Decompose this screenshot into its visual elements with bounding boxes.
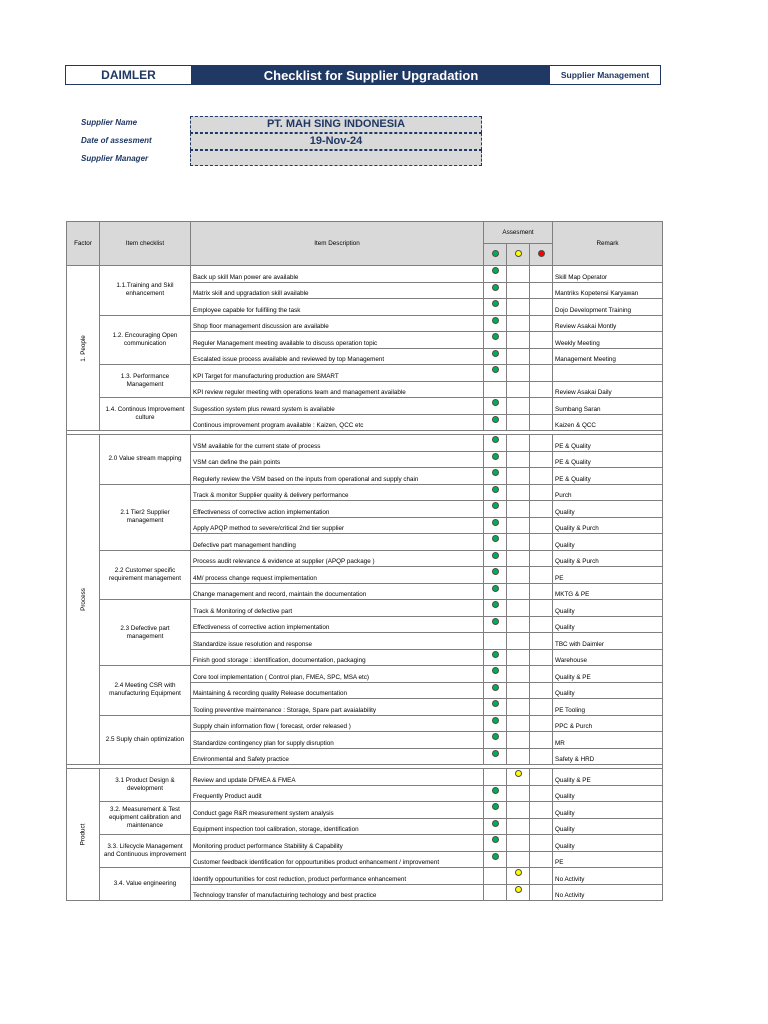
remark-cell: Quality & Purch bbox=[553, 550, 663, 567]
remark-cell: Quality & Purch bbox=[553, 517, 663, 534]
assessment-red-cell[interactable] bbox=[530, 748, 553, 765]
remark-cell: Purch bbox=[553, 484, 663, 501]
remark-cell: Quality bbox=[553, 682, 663, 699]
item-description-cell: Monitoring product performance Stabiliity & Capability bbox=[191, 835, 484, 852]
assessment-green-cell[interactable] bbox=[484, 567, 507, 584]
assessment-yellow-cell[interactable] bbox=[507, 666, 530, 683]
assessment-yellow-cell[interactable] bbox=[507, 451, 530, 468]
remark-cell: Quality & PE bbox=[553, 769, 663, 786]
remark-cell: Sumbang Saran bbox=[553, 398, 663, 415]
assessment-red-cell[interactable] bbox=[530, 818, 553, 835]
green-status-icon bbox=[492, 601, 499, 608]
assessment-red-cell[interactable] bbox=[530, 802, 553, 819]
assessment-red-cell[interactable] bbox=[530, 785, 553, 802]
item-description-cell: KPI Target for manufacturing production are SMART bbox=[191, 365, 484, 382]
legend-yellow bbox=[507, 244, 530, 266]
remark-cell: Kaizen & QCC bbox=[553, 414, 663, 431]
item-description-cell: VSM can define the pain points bbox=[191, 451, 484, 468]
green-status-icon bbox=[492, 853, 499, 860]
yellow-status-icon bbox=[515, 250, 522, 257]
remark-cell: Weekly Meeting bbox=[553, 332, 663, 349]
table-row bbox=[67, 769, 663, 786]
table-row bbox=[67, 802, 663, 819]
legend-red bbox=[530, 244, 553, 266]
green-status-icon bbox=[492, 684, 499, 691]
legend-green bbox=[484, 244, 507, 266]
factor-cell bbox=[67, 266, 100, 431]
table-row bbox=[67, 600, 663, 617]
remark-cell: Safety & HRD bbox=[553, 748, 663, 765]
green-status-icon bbox=[492, 787, 499, 794]
assessment-red-cell[interactable] bbox=[530, 332, 553, 349]
remark-cell: No Activity bbox=[553, 868, 663, 885]
remark-cell: Quality bbox=[553, 818, 663, 835]
green-status-icon bbox=[492, 820, 499, 827]
assessment-yellow-cell[interactable] bbox=[507, 567, 530, 584]
item-checklist-cell: 1.1.Training and Skil enhancement bbox=[100, 266, 191, 316]
assessment-green-cell[interactable] bbox=[484, 682, 507, 699]
assessment-green-cell[interactable] bbox=[484, 884, 507, 901]
assessment-green-cell[interactable] bbox=[484, 851, 507, 868]
assessment-yellow-cell[interactable] bbox=[507, 868, 530, 885]
green-status-icon bbox=[492, 469, 499, 476]
item-checklist-cell: 3.1 Product Design & development bbox=[100, 769, 191, 802]
item-checklist-cell: 1.4. Continous Improvement culture bbox=[100, 398, 191, 431]
item-description-cell: Environmental and Safety practice bbox=[191, 748, 484, 765]
table-row bbox=[67, 835, 663, 852]
item-description-cell: Employee capable for fulifiling the task bbox=[191, 299, 484, 316]
green-status-icon bbox=[492, 436, 499, 443]
assessment-yellow-cell[interactable] bbox=[507, 649, 530, 666]
table-row bbox=[67, 266, 663, 283]
assessment-yellow-cell[interactable] bbox=[507, 600, 530, 617]
remark-cell: Quality bbox=[553, 785, 663, 802]
green-status-icon bbox=[492, 803, 499, 810]
item-description-cell: Supply chain information flow ( forecast, order released ) bbox=[191, 715, 484, 732]
item-description-cell: Track & monitor Supplier quality & delivery performance bbox=[191, 484, 484, 501]
yellow-status-icon bbox=[515, 869, 522, 876]
assessment-red-cell[interactable] bbox=[530, 381, 553, 398]
item-checklist-cell: 1.3. Performance Management bbox=[100, 365, 191, 398]
remark-cell: PE bbox=[553, 851, 663, 868]
assessment-green-cell[interactable] bbox=[484, 451, 507, 468]
assessment-yellow-cell[interactable] bbox=[507, 348, 530, 365]
assessment-red-cell[interactable] bbox=[530, 884, 553, 901]
assessment-yellow-cell[interactable] bbox=[507, 616, 530, 633]
green-status-icon bbox=[492, 651, 499, 658]
item-description-cell: Equipment inspection tool calibration, storage, identification bbox=[191, 818, 484, 835]
green-status-icon bbox=[492, 733, 499, 740]
green-status-icon bbox=[492, 453, 499, 460]
supplier-name-field[interactable]: PT. MAH SING INDONESIA bbox=[190, 116, 482, 133]
item-description-cell: Defective part management handling bbox=[191, 534, 484, 551]
item-description-cell: Back up skill Man power are available bbox=[191, 266, 484, 283]
assessment-red-cell[interactable] bbox=[530, 484, 553, 501]
assessment-yellow-cell[interactable] bbox=[507, 583, 530, 600]
item-description-cell: Continous improvement program available : Kaizen, QCC etc bbox=[191, 414, 484, 431]
assessment-green-cell[interactable] bbox=[484, 484, 507, 501]
assessment-yellow-cell[interactable] bbox=[507, 435, 530, 452]
assessment-green-cell[interactable] bbox=[484, 365, 507, 382]
remark-cell: No Activity bbox=[553, 884, 663, 901]
assessment-yellow-cell[interactable] bbox=[507, 699, 530, 716]
assessment-red-cell[interactable] bbox=[530, 649, 553, 666]
item-checklist-cell: 3.4. Value engineering bbox=[100, 868, 191, 901]
item-checklist-cell: 2.4 Meeting CSR with manufacturing Equipment bbox=[100, 666, 191, 716]
item-checklist-cell: 2.5 Suply chain optimization bbox=[100, 715, 191, 765]
assessment-yellow-cell[interactable] bbox=[507, 715, 530, 732]
assessment-green-cell[interactable] bbox=[484, 468, 507, 485]
yellow-status-icon bbox=[515, 770, 522, 777]
assessment-red-cell[interactable] bbox=[530, 835, 553, 852]
item-checklist-cell: 2.3 Defective part management bbox=[100, 600, 191, 666]
green-status-icon bbox=[492, 366, 499, 373]
item-description-cell: Technology transfer of manufactuiring techology and best practice bbox=[191, 884, 484, 901]
item-description-cell: Change management and record, maintain the documentation bbox=[191, 583, 484, 600]
item-description-cell: Tooling preventive maintenance : Storage, Spare part avaialability bbox=[191, 699, 484, 716]
assessment-red-cell[interactable] bbox=[530, 315, 553, 332]
assessment-yellow-cell[interactable] bbox=[507, 484, 530, 501]
item-description-cell: Maintaining & recording quality Release documentation bbox=[191, 682, 484, 699]
remark-cell: Quality bbox=[553, 534, 663, 551]
assessment-green-cell[interactable] bbox=[484, 649, 507, 666]
remark-cell: MKTG & PE bbox=[553, 583, 663, 600]
assessment-yellow-cell[interactable] bbox=[507, 414, 530, 431]
green-status-icon bbox=[492, 519, 499, 526]
item-description-cell: KPI review reguler meeting with operations team and management available bbox=[191, 381, 484, 398]
assessment-green-cell[interactable] bbox=[484, 315, 507, 332]
green-status-icon bbox=[492, 250, 499, 257]
assessment-yellow-cell[interactable] bbox=[507, 315, 530, 332]
remark-cell: Quality bbox=[553, 802, 663, 819]
item-description-cell: Customer feedback identification for oppourtunities product enhancement / improvement bbox=[191, 851, 484, 868]
assessment-red-cell[interactable] bbox=[530, 435, 553, 452]
yellow-status-icon bbox=[515, 886, 522, 893]
green-status-icon bbox=[492, 333, 499, 340]
assessment-green-cell[interactable] bbox=[484, 550, 507, 567]
header-item-description: Item Description bbox=[191, 222, 484, 266]
green-status-icon bbox=[492, 750, 499, 757]
remark-cell bbox=[553, 365, 663, 382]
supplier-manager-label: Supplier Manager bbox=[81, 154, 149, 163]
assessment-red-cell[interactable] bbox=[530, 414, 553, 431]
header-assessment: Assesment bbox=[484, 222, 553, 244]
assessment-yellow-cell[interactable] bbox=[507, 835, 530, 852]
item-checklist-cell: 2.0 Value stream mapping bbox=[100, 435, 191, 485]
remark-cell: Review Asakai Daily bbox=[553, 381, 663, 398]
item-description-cell: Core tool implementation ( Control plan, FMEA, SPC, MSA etc) bbox=[191, 666, 484, 683]
assessment-green-cell[interactable] bbox=[484, 583, 507, 600]
assessment-green-cell[interactable] bbox=[484, 348, 507, 365]
item-description-cell: Conduct gage R&R measurement system analysis bbox=[191, 802, 484, 819]
assessment-red-cell[interactable] bbox=[530, 534, 553, 551]
assessment-red-cell[interactable] bbox=[530, 583, 553, 600]
assessment-red-cell[interactable] bbox=[530, 550, 553, 567]
table-row bbox=[67, 550, 663, 567]
assessment-yellow-cell[interactable] bbox=[507, 332, 530, 349]
factor-label: 1. People bbox=[79, 334, 87, 362]
assessment-red-cell[interactable] bbox=[530, 282, 553, 299]
item-checklist-cell: 3.2. Measurement & Test equipment calibration and maintenance bbox=[100, 802, 191, 835]
assessment-green-cell[interactable] bbox=[484, 414, 507, 431]
table-row bbox=[67, 315, 663, 332]
item-description-cell: 4M/ process change request implementation bbox=[191, 567, 484, 584]
header-factor: Factor bbox=[67, 222, 100, 266]
assessment-green-cell[interactable] bbox=[484, 600, 507, 617]
item-checklist-cell: 2.2 Customer specific requirement management bbox=[100, 550, 191, 600]
assessment-green-cell[interactable] bbox=[484, 818, 507, 835]
brand-logo: DAIMLER bbox=[66, 66, 192, 84]
remark-cell: Review Asakai Montly bbox=[553, 315, 663, 332]
assessment-green-cell[interactable] bbox=[484, 868, 507, 885]
assessment-yellow-cell[interactable] bbox=[507, 802, 530, 819]
assessment-red-cell[interactable] bbox=[530, 682, 553, 699]
remark-cell: Mantriks Kopetensi Karyawan bbox=[553, 282, 663, 299]
assessment-red-cell[interactable] bbox=[530, 868, 553, 885]
assessment-red-cell[interactable] bbox=[530, 468, 553, 485]
item-description-cell: Standardize issue resolution and response bbox=[191, 633, 484, 650]
remark-cell: PE & Quality bbox=[553, 468, 663, 485]
assessment-yellow-cell[interactable] bbox=[507, 468, 530, 485]
assessment-green-cell[interactable] bbox=[484, 282, 507, 299]
assessment-green-cell[interactable] bbox=[484, 699, 507, 716]
green-status-icon bbox=[492, 552, 499, 559]
item-description-cell: VSM available for the current state of process bbox=[191, 435, 484, 452]
assessment-red-cell[interactable] bbox=[530, 451, 553, 468]
remark-cell: PE & Quality bbox=[553, 451, 663, 468]
remark-cell: Warehouse bbox=[553, 649, 663, 666]
assessment-red-cell[interactable] bbox=[530, 299, 553, 316]
assessment-date-label: Date of assesment bbox=[81, 136, 152, 145]
assessment-red-cell[interactable] bbox=[530, 365, 553, 382]
assessment-red-cell[interactable] bbox=[530, 567, 553, 584]
assessment-yellow-cell[interactable] bbox=[507, 851, 530, 868]
item-description-cell: Regulerly review the VSM based on the inputs from operational and supply chain bbox=[191, 468, 484, 485]
remark-cell: Quality bbox=[553, 600, 663, 617]
remark-cell: Quality bbox=[553, 835, 663, 852]
assessment-red-cell[interactable] bbox=[530, 517, 553, 534]
table-row bbox=[67, 715, 663, 732]
factor-cell bbox=[67, 769, 100, 901]
item-checklist-cell: 2.1 Tier2 Supplier management bbox=[100, 484, 191, 550]
assessment-red-cell[interactable] bbox=[530, 666, 553, 683]
assessment-yellow-cell[interactable] bbox=[507, 299, 530, 316]
assessment-green-cell[interactable] bbox=[484, 266, 507, 283]
item-checklist-cell: 3.3. Lifecycle Management and Continuous improvement bbox=[100, 835, 191, 868]
remark-cell: MR bbox=[553, 732, 663, 749]
assessment-yellow-cell[interactable] bbox=[507, 682, 530, 699]
item-description-cell: Frequently Product audit bbox=[191, 785, 484, 802]
remark-cell: Dojo Development Training bbox=[553, 299, 663, 316]
remark-cell: Quality bbox=[553, 616, 663, 633]
green-status-icon bbox=[492, 284, 499, 291]
assessment-yellow-cell[interactable] bbox=[507, 785, 530, 802]
remark-cell: Quality & PE bbox=[553, 666, 663, 683]
assessment-green-cell[interactable] bbox=[484, 517, 507, 534]
factor-label: Product bbox=[79, 823, 87, 846]
remark-cell: Management Meeting bbox=[553, 348, 663, 365]
assessment-date-field[interactable]: 19-Nov-24 bbox=[190, 133, 482, 150]
green-status-icon bbox=[492, 502, 499, 509]
item-description-cell: Reguler Management meeting available to discuss operation topic bbox=[191, 332, 484, 349]
green-status-icon bbox=[492, 700, 499, 707]
item-description-cell: Apply APQP method to severe/critical 2nd tier supplier bbox=[191, 517, 484, 534]
green-status-icon bbox=[492, 535, 499, 542]
assessment-yellow-cell[interactable] bbox=[507, 365, 530, 382]
assessment-green-cell[interactable] bbox=[484, 748, 507, 765]
assessment-yellow-cell[interactable] bbox=[507, 633, 530, 650]
checklist-table bbox=[66, 221, 663, 901]
green-status-icon bbox=[492, 317, 499, 324]
assessment-yellow-cell[interactable] bbox=[507, 884, 530, 901]
remark-cell: Skill Map Operator bbox=[553, 266, 663, 283]
assessment-green-cell[interactable] bbox=[484, 534, 507, 551]
item-description-cell: Shop floor management discussion are available bbox=[191, 315, 484, 332]
assessment-green-cell[interactable] bbox=[484, 501, 507, 518]
green-status-icon bbox=[492, 350, 499, 357]
assessment-red-cell[interactable] bbox=[530, 398, 553, 415]
assessment-red-cell[interactable] bbox=[530, 851, 553, 868]
table-row bbox=[67, 868, 663, 885]
factor-label: Process bbox=[79, 588, 87, 611]
assessment-yellow-cell[interactable] bbox=[507, 534, 530, 551]
assessment-yellow-cell[interactable] bbox=[507, 501, 530, 518]
green-status-icon bbox=[492, 585, 499, 592]
assessment-yellow-cell[interactable] bbox=[507, 818, 530, 835]
assessment-green-cell[interactable] bbox=[484, 715, 507, 732]
assessment-green-cell[interactable] bbox=[484, 802, 507, 819]
green-status-icon bbox=[492, 618, 499, 625]
assessment-green-cell[interactable] bbox=[484, 398, 507, 415]
assessment-yellow-cell[interactable] bbox=[507, 282, 530, 299]
assessment-red-cell[interactable] bbox=[530, 266, 553, 283]
item-description-cell: Effectiveness of corrective action implementation bbox=[191, 616, 484, 633]
green-status-icon bbox=[492, 416, 499, 423]
assessment-green-cell[interactable] bbox=[484, 381, 507, 398]
item-checklist-cell: 1.2. Encouraging Open communication bbox=[100, 315, 191, 365]
header-item-checklist: Item checklist bbox=[100, 222, 191, 266]
header-remark: Remark bbox=[553, 222, 663, 266]
table-row bbox=[67, 365, 663, 382]
green-status-icon bbox=[492, 568, 499, 575]
table-row bbox=[67, 398, 663, 415]
table-row bbox=[67, 435, 663, 452]
green-status-icon bbox=[492, 717, 499, 724]
assessment-yellow-cell[interactable] bbox=[507, 769, 530, 786]
item-description-cell: Matrix skill and upgradation skill available bbox=[191, 282, 484, 299]
remark-cell: Quality bbox=[553, 501, 663, 518]
assessment-green-cell[interactable] bbox=[484, 732, 507, 749]
table-row bbox=[67, 484, 663, 501]
remark-cell: PE bbox=[553, 567, 663, 584]
assessment-yellow-cell[interactable] bbox=[507, 398, 530, 415]
green-status-icon bbox=[492, 399, 499, 406]
item-description-cell: Review and update DFMEA & FMEA bbox=[191, 769, 484, 786]
supplier-manager-field[interactable] bbox=[190, 150, 482, 166]
assessment-red-cell[interactable] bbox=[530, 732, 553, 749]
red-status-icon bbox=[538, 250, 545, 257]
assessment-red-cell[interactable] bbox=[530, 769, 553, 786]
assessment-green-cell[interactable] bbox=[484, 666, 507, 683]
assessment-green-cell[interactable] bbox=[484, 835, 507, 852]
supplier-name-label: Supplier Name bbox=[81, 118, 138, 127]
item-description-cell: Process audit relevance & evidence at supplier (APQP package ) bbox=[191, 550, 484, 567]
assessment-red-cell[interactable] bbox=[530, 600, 553, 617]
assessment-yellow-cell[interactable] bbox=[507, 748, 530, 765]
assessment-red-cell[interactable] bbox=[530, 633, 553, 650]
item-description-cell: Effectiveness of corrective action implementation bbox=[191, 501, 484, 518]
green-status-icon bbox=[492, 667, 499, 674]
assessment-green-cell[interactable] bbox=[484, 435, 507, 452]
green-status-icon bbox=[492, 267, 499, 274]
remark-cell: PPC & Purch bbox=[553, 715, 663, 732]
assessment-yellow-cell[interactable] bbox=[507, 266, 530, 283]
department-label: Supplier Management bbox=[560, 70, 650, 80]
assessment-yellow-cell[interactable] bbox=[507, 732, 530, 749]
assessment-yellow-cell[interactable] bbox=[507, 517, 530, 534]
page-title: Checklist for Supplier Upgradation bbox=[192, 66, 550, 84]
checklist-body bbox=[67, 266, 663, 901]
assessment-red-cell[interactable] bbox=[530, 348, 553, 365]
document-header bbox=[65, 65, 661, 85]
factor-cell bbox=[67, 435, 100, 765]
assessment-red-cell[interactable] bbox=[530, 715, 553, 732]
green-status-icon bbox=[492, 300, 499, 307]
assessment-green-cell[interactable] bbox=[484, 633, 507, 650]
assessment-yellow-cell[interactable] bbox=[507, 550, 530, 567]
assessment-red-cell[interactable] bbox=[530, 699, 553, 716]
assessment-red-cell[interactable] bbox=[530, 501, 553, 518]
green-status-icon bbox=[492, 836, 499, 843]
remark-cell: TBC with Daimler bbox=[553, 633, 663, 650]
table-row bbox=[67, 666, 663, 683]
item-description-cell: Escalated issue process available and reviewed by top Management bbox=[191, 348, 484, 365]
assessment-green-cell[interactable] bbox=[484, 616, 507, 633]
assessment-green-cell[interactable] bbox=[484, 769, 507, 786]
item-description-cell: Identify oppourtunities for cost reduction, product performance enhancement bbox=[191, 868, 484, 885]
assessment-green-cell[interactable] bbox=[484, 785, 507, 802]
assessment-yellow-cell[interactable] bbox=[507, 381, 530, 398]
assessment-green-cell[interactable] bbox=[484, 332, 507, 349]
assessment-red-cell[interactable] bbox=[530, 616, 553, 633]
assessment-green-cell[interactable] bbox=[484, 299, 507, 316]
item-description-cell: Finish good storage : identification, documentation, packaging bbox=[191, 649, 484, 666]
item-description-cell: Track & Monitoring of defective part bbox=[191, 600, 484, 617]
item-description-cell: Standardize contingency plan for supply disruption bbox=[191, 732, 484, 749]
remark-cell: PE & Quality bbox=[553, 435, 663, 452]
green-status-icon bbox=[492, 486, 499, 493]
remark-cell: PE Tooling bbox=[553, 699, 663, 716]
item-description-cell: Sugesstion system plus reward system is available bbox=[191, 398, 484, 415]
